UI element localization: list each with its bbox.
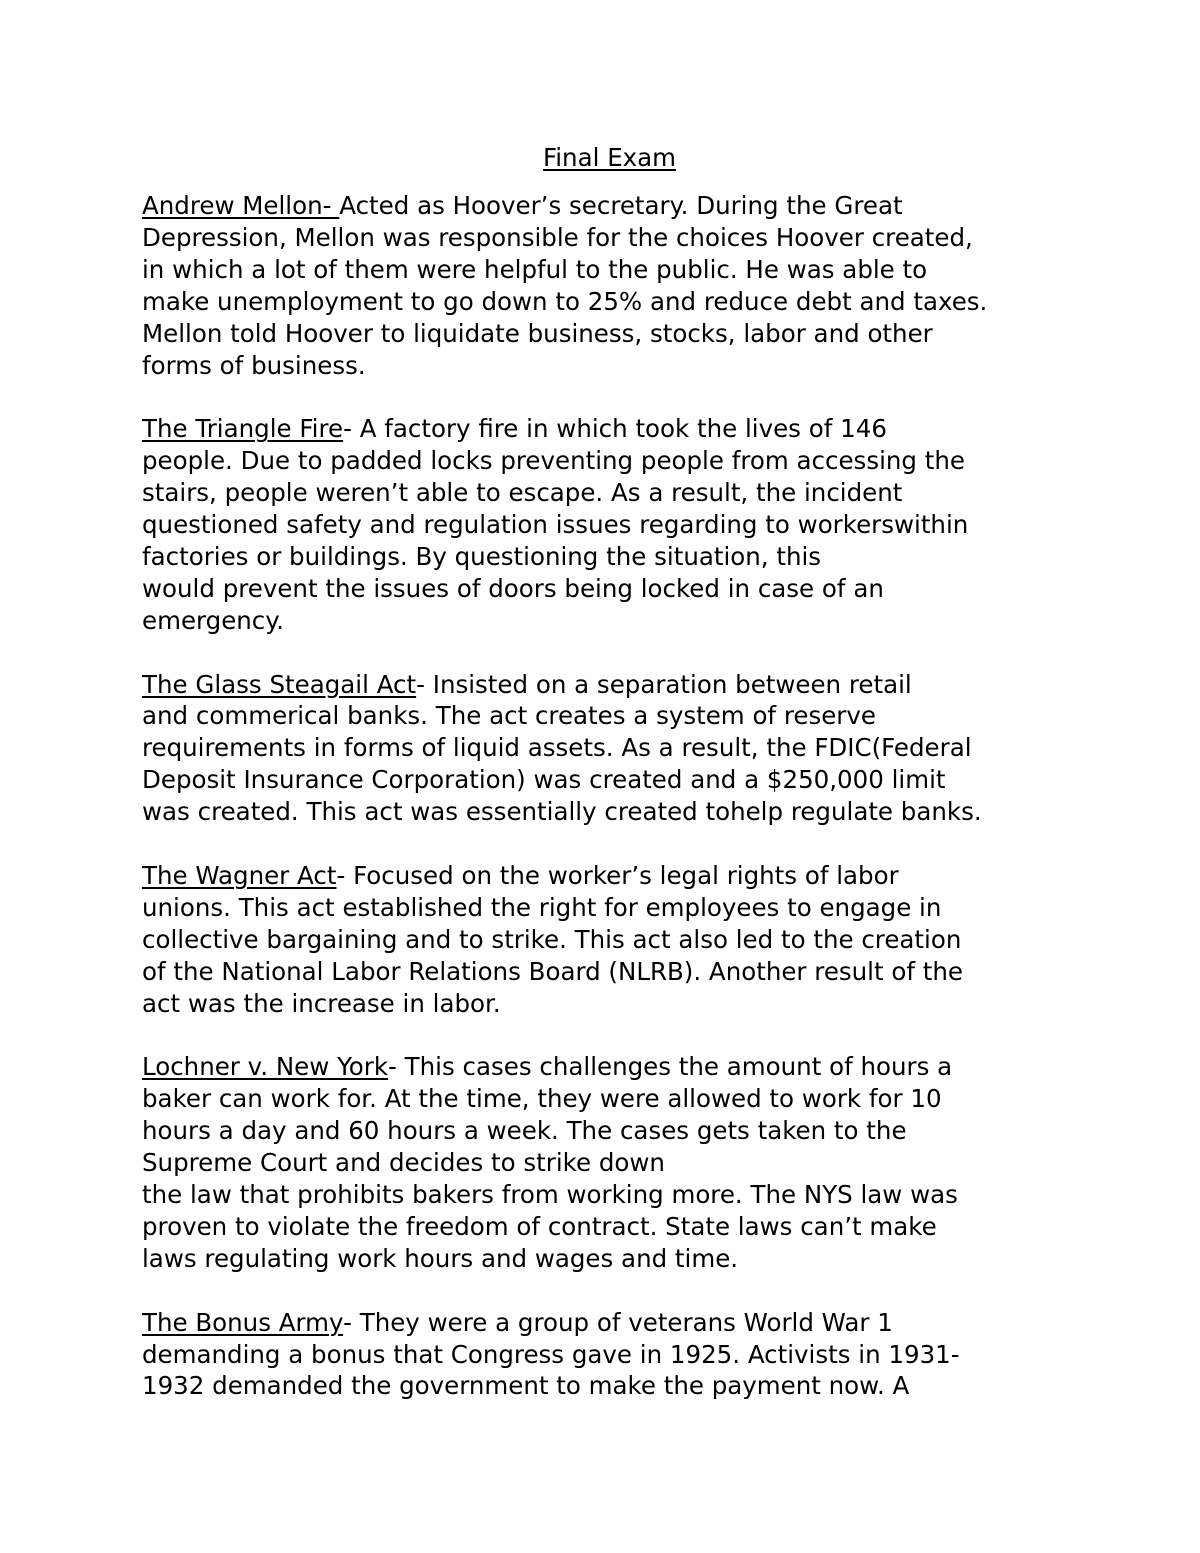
document-page: [142, 142, 1077, 1434]
entry-term: The Glass Steagail Act: [142, 669, 417, 699]
entry-term: The Triangle Fire: [142, 414, 344, 444]
entry-term: The Bonus Army: [142, 1307, 344, 1337]
title-text: Final Exam: [542, 143, 677, 172]
entry-lochner-v-new-york: [142, 1051, 1077, 1274]
entry-text: Acted as Hoover’s secretary. During the Great Depression, Mellon was responsible for the choices Hoover created, in which a lot of them were helpful to the public. He was able to make unemployment to go down to 25% and reduce debt and taxes. Mellon told Hoover to liquidate business, stocks, labor and other forms of business.: [142, 191, 988, 380]
entry-wagner-act: [142, 860, 1077, 1020]
entry-bonus-army: [142, 1307, 1077, 1403]
entry-term: Lochner v. New York: [142, 1052, 389, 1082]
entry-text: - They were a group of veterans World War 1 demanding a bonus that Congress gave in 1925. Activists in 1931- 1932 demanded the government to make the payment now. A: [142, 1307, 960, 1401]
entry-text: - This cases challenges the amount of hours a baker can work for. At the time, they were allowed to work for 10 hours a day and 60 hours a week. The cases gets taken to the Supreme Court and decides to strike down the law that prohibits bakers from working more. The NYS law was proven to violate the freedom of contract. State laws can’t make laws regulating work hours and wages and time.: [142, 1052, 958, 1273]
entry-triangle-fire: [142, 413, 1077, 636]
entry-text: - A factory fire in which took the lives of 146 people. Due to padded locks preventing people from accessing the stairs, people weren’t able to escape. As a result, the incident questioned safety and regulation issues regarding to workerswithin factories or buildings. By questioning the situation, this would prevent the issues of doors being locked in case of an emergency.: [142, 414, 969, 635]
entry-text: - Insisted on a separation between retail and commerical banks. The act creates a system of reserve requirements in forms of liquid assets. As a result, the FDIC(Federal Deposit Insurance Corporation) was created and a $250,000 limit was created. This act was essentially created tohelp regulate banks.: [142, 669, 982, 827]
entry-andrew-mellon: [142, 190, 1077, 381]
entry-glass-steagall-act: [142, 669, 1077, 829]
entry-term: The Wagner Act: [142, 860, 337, 890]
entry-term: Andrew Mellon-: [142, 191, 340, 220]
document-title: [142, 142, 1077, 174]
entry-text: - Focused on the worker’s legal rights of labor unions. This act established the right for employees to engage in collective bargaining and to strike. This act also led to the creation of the National Labor Relations Board (NLRB). Another result of the act was the increase in labor.: [142, 860, 963, 1018]
